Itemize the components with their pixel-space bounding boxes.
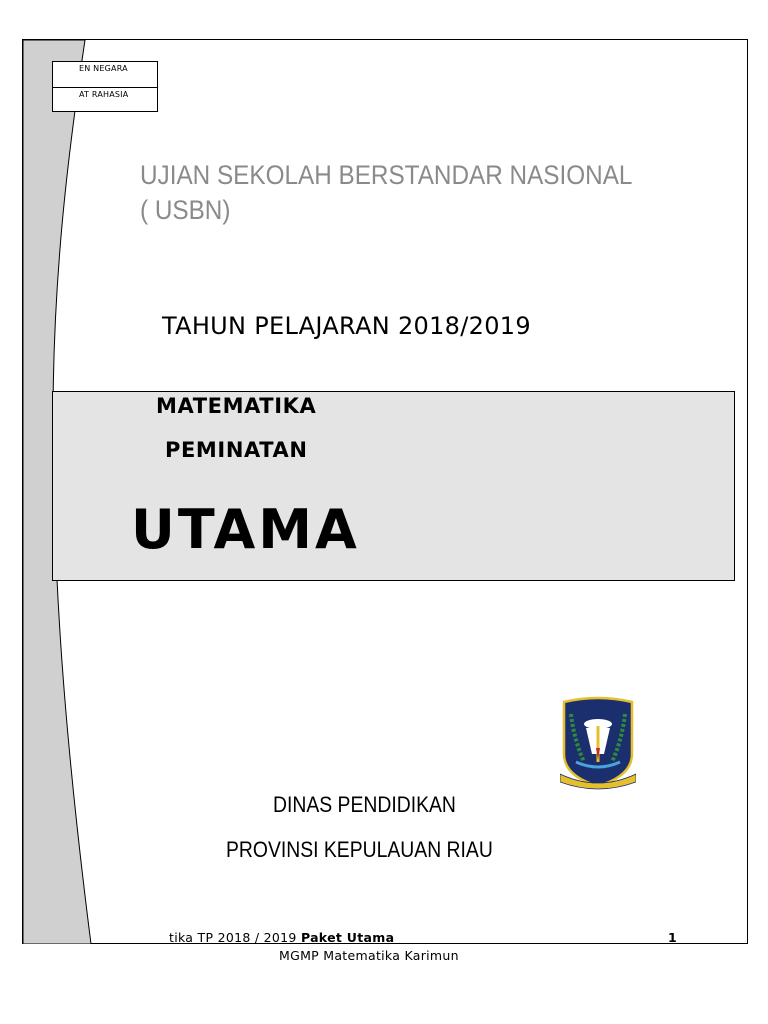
- footer-prefix: tika TP 2018 / 2019: [169, 930, 301, 945]
- exam-title-line-2: ( USBN): [140, 195, 231, 225]
- classification-box: [52, 61, 158, 112]
- exam-title: [140, 158, 644, 228]
- academic-year: TAHUN PELAJARAN 2018/2019: [162, 312, 531, 340]
- provincial-emblem-icon: [560, 696, 636, 790]
- subject-name: MATEMATIKA: [156, 394, 317, 418]
- organization-province: PROVINSI KEPULAUAN RIAU: [226, 837, 493, 862]
- exam-title-line-1: UJIAN SEKOLAH BERSTANDAR NASIONAL: [140, 160, 633, 190]
- footer-text: [169, 930, 394, 945]
- page-number: 1: [668, 930, 677, 945]
- classification-row-1: EN NEGARA: [79, 64, 128, 73]
- classification-row-2: AT RAHASIA: [53, 87, 157, 112]
- footer-credit: MGMP Matematika Karimun: [279, 948, 459, 963]
- organization-name: DINAS PENDIDIKAN: [273, 792, 456, 817]
- footer-package: Paket Utama: [300, 930, 395, 945]
- package-label: UTAMA: [131, 498, 360, 561]
- subject-track: PEMINATAN: [165, 438, 308, 462]
